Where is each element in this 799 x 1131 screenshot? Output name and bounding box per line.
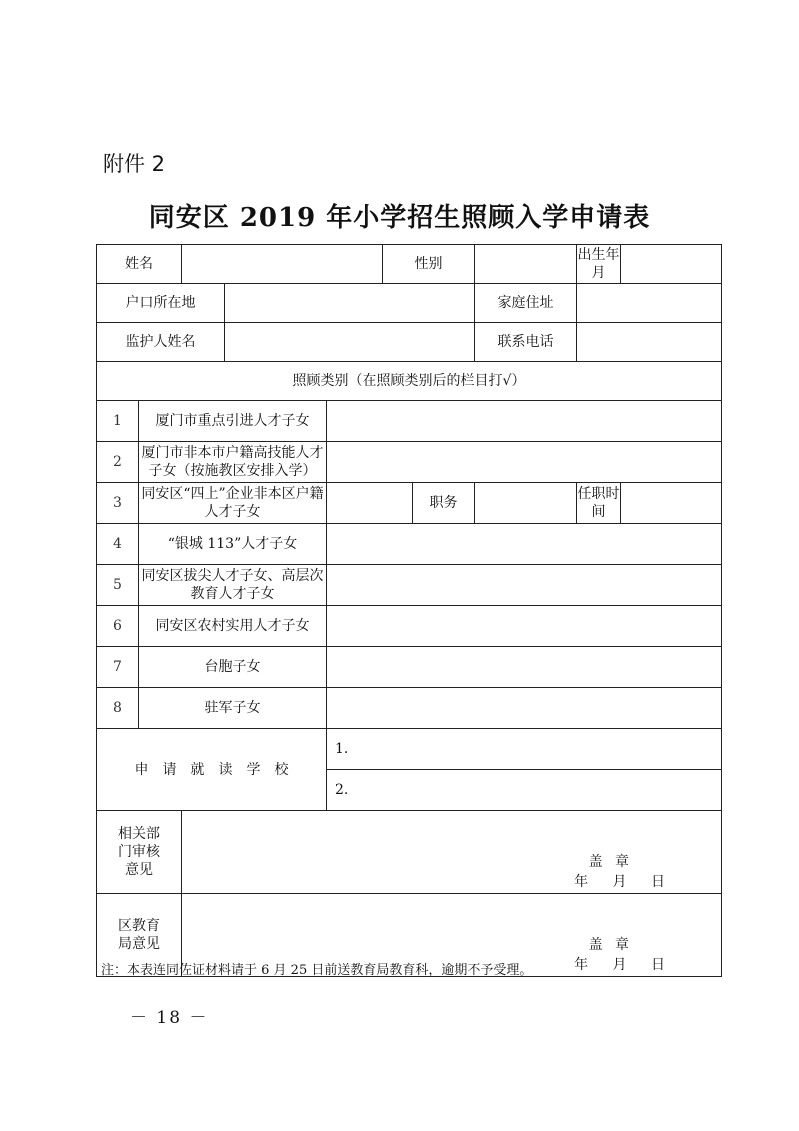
hukou-input[interactable] [225, 284, 475, 323]
category-num: 5 [97, 565, 139, 606]
category-text: 驻军子女 [139, 688, 327, 729]
address-input[interactable] [577, 284, 722, 323]
name-label: 姓名 [97, 245, 182, 284]
guardian-input[interactable] [225, 323, 475, 362]
application-form-table [96, 244, 722, 977]
category-check-cell[interactable] [327, 442, 722, 483]
date-text: 年 月 日 [574, 957, 666, 973]
category-num: 3 [97, 483, 139, 524]
category-text: 厦门市非本市户籍高技能人才子女（按施教区安排入学） [139, 442, 327, 483]
category-num: 1 [97, 401, 139, 442]
category-check-cell[interactable] [327, 606, 722, 647]
category-check-cell[interactable] [327, 524, 722, 565]
category-text: “银城 113”人才子女 [139, 524, 327, 565]
category-text: 厦门市重点引进人才子女 [139, 401, 327, 442]
category-check-cell[interactable] [327, 401, 722, 442]
category-num: 4 [97, 524, 139, 565]
category-num: 7 [97, 647, 139, 688]
category-text: 台胞子女 [139, 647, 327, 688]
seal-text: 盖 章 [588, 937, 634, 953]
category-num: 8 [97, 688, 139, 729]
category-check-cell[interactable] [327, 483, 413, 524]
name-input[interactable] [182, 245, 383, 284]
category-text: 同安区农村实用人才子女 [139, 606, 327, 647]
dept-opinion-area[interactable] [182, 811, 722, 894]
edu-opinion-label: 区教育局意见 [97, 894, 182, 977]
school-choice-1[interactable]: 1. [327, 729, 722, 770]
school-label: 申请就读学校 [97, 729, 327, 811]
birth-label: 出生年月 [577, 245, 621, 284]
date-text: 年 月 日 [574, 874, 666, 890]
dept-opinion-label: 相关部门审核意见 [97, 811, 182, 894]
gender-label: 性别 [383, 245, 475, 284]
guardian-label: 监护人姓名 [97, 323, 225, 362]
footnote: 注：本表连同佐证材料请于 6 月 25 日前送教育局教育科，逾期不予受理。 [101, 963, 533, 978]
category-check-cell[interactable] [327, 647, 722, 688]
phone-label: 联系电话 [475, 323, 577, 362]
category-check-cell[interactable] [327, 565, 722, 606]
position-label: 职务 [413, 483, 475, 524]
category-text: 同安区拔尖人才子女、高层次教育人才子女 [139, 565, 327, 606]
category-check-cell[interactable] [327, 688, 722, 729]
category-num: 2 [97, 442, 139, 483]
category-num: 6 [97, 606, 139, 647]
attachment-label: 附件 2 [103, 152, 166, 176]
category-text: 同安区“四上”企业非本区户籍人才子女 [139, 483, 327, 524]
gender-input[interactable] [475, 245, 577, 284]
position-input[interactable] [475, 483, 577, 524]
tenure-input[interactable] [621, 483, 722, 524]
phone-input[interactable] [577, 323, 722, 362]
school-choice-2[interactable]: 2. [327, 770, 722, 811]
page-number: － 18 － [130, 1008, 209, 1028]
hukou-label: 户口所在地 [97, 284, 225, 323]
seal-text: 盖 章 [588, 854, 634, 870]
address-label: 家庭住址 [475, 284, 577, 323]
birth-input[interactable] [621, 245, 722, 284]
tenure-label: 任职时间 [577, 483, 621, 524]
category-header: 照顾类别（在照顾类别后的栏目打√） [97, 362, 722, 401]
form-title: 同安区 2019 年小学招生照顾入学申请表 [148, 203, 651, 233]
